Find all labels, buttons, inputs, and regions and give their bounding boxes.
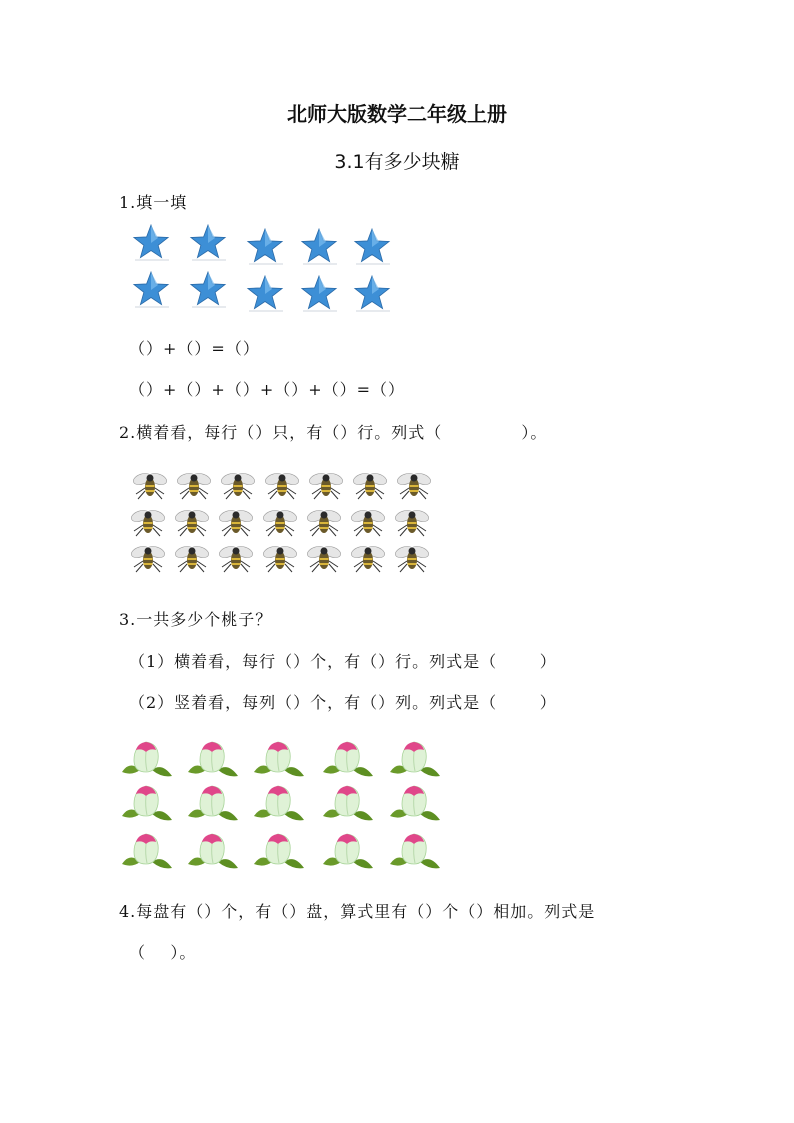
bee-icon <box>130 543 166 575</box>
peach-icon <box>321 738 377 780</box>
bee-icon <box>132 470 168 502</box>
q3-part-2: （2）竖着看，每列（）个，有（）列。列式是（ ） <box>129 693 557 712</box>
peach-icon <box>388 830 444 872</box>
peach-icon <box>120 782 176 824</box>
bee-icon <box>308 470 344 502</box>
bee-icon <box>174 543 210 575</box>
star-icon <box>245 274 285 314</box>
q4-line-2: （ ）。 <box>129 943 197 962</box>
bee-icon <box>350 543 386 575</box>
peach-icon <box>186 782 242 824</box>
q4-line-1: 4.每盘有（）个，有（）盘，算式里有（）个（）相加。列式是 <box>119 902 596 921</box>
bee-icon <box>218 507 254 539</box>
star-icon <box>188 270 228 310</box>
peach-icon <box>252 738 308 780</box>
bee-icon <box>174 507 210 539</box>
bee-icon <box>306 543 342 575</box>
bee-icon <box>264 470 300 502</box>
bee-icon <box>130 507 166 539</box>
star-icon <box>299 274 339 314</box>
q3-heading: 3.一共多少个桃子？ <box>119 610 273 629</box>
bee-icon <box>220 470 256 502</box>
bee-icon <box>176 470 212 502</box>
lesson-subtitle: 3.1有多少块糖 <box>334 151 460 173</box>
star-icon <box>352 227 392 267</box>
peach-icon <box>120 830 176 872</box>
peach-icon <box>186 830 242 872</box>
bee-icon <box>394 507 430 539</box>
q3-part-1: （1）横着看，每行（）个，有（）行。列式是（ ） <box>129 652 557 671</box>
q1-equation-1: （）+（）=（） <box>129 339 260 358</box>
star-icon <box>188 223 228 263</box>
peach-icon <box>120 738 176 780</box>
peach-icon <box>388 782 444 824</box>
peach-icon <box>388 738 444 780</box>
q2-heading: 2.横着看，每行（）只，有（）行。列式（ ）。 <box>119 423 548 442</box>
star-icon <box>299 227 339 267</box>
star-icon <box>131 270 171 310</box>
bee-icon <box>352 470 388 502</box>
peach-icon <box>186 738 242 780</box>
peach-icon <box>321 830 377 872</box>
q1-equation-2: （）+（）+（）+（）+（）=（） <box>129 380 406 399</box>
bee-icon <box>306 507 342 539</box>
q1-heading: 1.填一填 <box>119 193 188 212</box>
bee-icon <box>350 507 386 539</box>
bee-icon <box>262 507 298 539</box>
bee-icon <box>218 543 254 575</box>
star-icon <box>245 227 285 267</box>
bee-icon <box>394 543 430 575</box>
peach-icon <box>321 782 377 824</box>
page-title: 北师大版数学二年级上册 <box>287 102 507 126</box>
star-icon <box>352 274 392 314</box>
bee-icon <box>262 543 298 575</box>
star-icon <box>131 223 171 263</box>
bee-icon <box>396 470 432 502</box>
peach-icon <box>252 782 308 824</box>
peach-icon <box>252 830 308 872</box>
